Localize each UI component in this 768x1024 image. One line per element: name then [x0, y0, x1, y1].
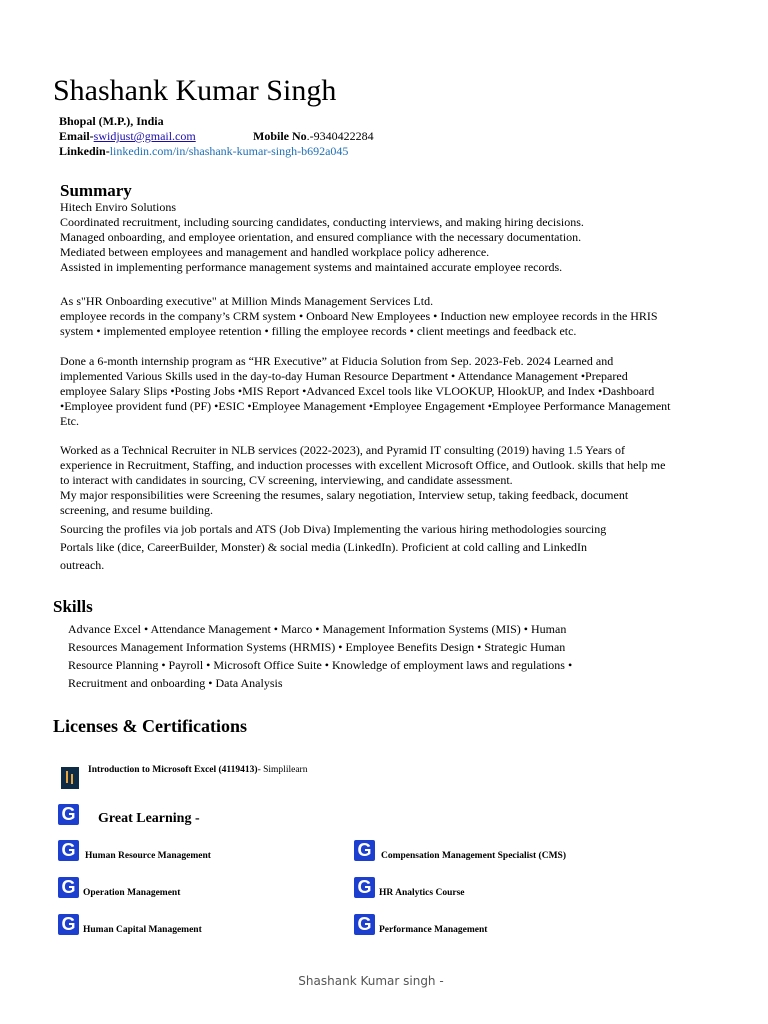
- cert-title: HR Analytics Course: [379, 888, 465, 898]
- cert-title: Operation Management: [83, 888, 181, 898]
- cert-title: Human Capital Management: [83, 925, 202, 935]
- summary-line: outreach.: [60, 558, 105, 572]
- candidate-name: Shashank Kumar Singh: [53, 74, 337, 107]
- cert-title: Human Resource Management: [85, 851, 211, 861]
- summary-block-million-minds: [60, 294, 710, 339]
- summary-line: screening, and resume building.: [60, 503, 213, 517]
- great-learning-icon: G: [58, 840, 79, 861]
- great-learning-label: Great Learning -: [98, 811, 200, 826]
- skills-list: [68, 620, 648, 692]
- summary-line: Etc.: [60, 414, 79, 428]
- skills-line: Resource Planning • Payroll • Microsoft Office Suite • Knowledge of employment laws and regulations •: [68, 658, 573, 672]
- email-line: [59, 129, 196, 144]
- summary-line: Assisted in implementing performance management systems and maintained accurate employee records.: [60, 260, 563, 274]
- summary-line: to interact with candidates in sourcing, CV screening, interviewing, and candidate assessment.: [60, 473, 513, 487]
- summary-line: Worked as a Technical Recruiter in NLB services (2022-2023), and Pyramid IT consulting (2019) having 1.5 Years of: [60, 443, 625, 457]
- summary-line: experience in Recruitment, Staffing, and induction processes with excellent Microsoft Office, and Outlook. skills that help me: [60, 458, 666, 472]
- summary-line: Hitech Enviro Solutions: [60, 200, 176, 214]
- great-learning-icon: G: [58, 914, 79, 935]
- summary-line: •Employee provident fund (PF) •ESIC •Employee Management •Employee Engagement •Employee Performance Management: [60, 399, 671, 413]
- summary-line: Done a 6-month internship program as “HR Executive” at Fiducia Solution from Sep. 2023-Feb. 2024 Learned and: [60, 354, 614, 368]
- cert-item: [354, 914, 487, 935]
- summary-line: system • implemented employee retention • filling the employee records • client meetings and feedback etc.: [60, 324, 577, 338]
- skills-heading: Skills: [53, 597, 93, 616]
- page-footer: Shashank Kumar singh -: [298, 974, 444, 988]
- skills-line: Advance Excel • Attendance Management • Marco • Management Information Systems (MIS) • Human: [68, 622, 567, 636]
- summary-block-recruiter: [60, 443, 710, 518]
- great-learning-icon: G: [354, 877, 375, 898]
- location: Bhopal (M.P.), India: [59, 114, 164, 128]
- email-link[interactable]: swidjust@gmail.com: [93, 129, 196, 143]
- summary-block-hitech: [60, 200, 710, 275]
- great-learning-icon: G: [354, 840, 375, 861]
- great-learning-icon: G: [58, 877, 79, 898]
- great-learning-icon: G: [354, 914, 375, 935]
- location-line: [59, 114, 164, 129]
- summary-line: As s"HR Onboarding executive" at Million Minds Management Services Ltd.: [60, 294, 434, 308]
- cert-excel-title: Introduction to Microsoft Excel (4119413): [88, 765, 258, 775]
- summary-block-fiducia: [60, 354, 710, 429]
- summary-heading: Summary: [60, 181, 132, 200]
- linkedin-label: Linkedin-: [59, 144, 110, 158]
- summary-line: Portals like (dice, CareerBuilder, Monster) & social media (LinkedIn). Proficient at cold calling and LinkedIn: [60, 540, 588, 554]
- summary-line: Sourcing the profiles via job portals and ATS (Job Diva) Implementing the various hiring methodologies sourcing: [60, 522, 607, 536]
- email-label: Email-: [59, 129, 94, 143]
- mobile-number: .-9340422284: [306, 129, 374, 143]
- cert-item: [58, 877, 180, 898]
- linkedin-line: [59, 144, 348, 159]
- cert-title: Performance Management: [379, 925, 488, 935]
- summary-line: Managed onboarding, and employee orientation, and ensured compliance with the necessary documentation.: [60, 230, 582, 244]
- cert-excel: [88, 765, 307, 775]
- linkedin-link[interactable]: linkedin.com/in/shashank-kumar-singh-b692a045: [109, 144, 349, 158]
- cert-excel-provider: - Simplilearn: [257, 765, 308, 775]
- simplilearn-excel-icon: [61, 767, 79, 789]
- cert-title: Compensation Management Specialist (CMS): [381, 851, 566, 861]
- skills-line: Resources Management Information Systems (HRMIS) • Employee Benefits Design • Strategic Human: [68, 640, 566, 654]
- skills-line: Recruitment and onboarding • Data Analysis: [68, 676, 283, 690]
- cert-item: [354, 840, 566, 861]
- summary-block-sourcing: [60, 520, 710, 574]
- summary-line: Mediated between employees and management and handled workplace policy adherence.: [60, 245, 490, 259]
- cert-item: [58, 840, 211, 861]
- summary-line: My major responsibilities were Screening the resumes, salary negotiation, Interview setup, taking feedback, document: [60, 488, 629, 502]
- summary-line: Coordinated recruitment, including sourcing candidates, conducting interviews, and making hiring decisions.: [60, 215, 584, 229]
- cert-item: [354, 877, 465, 898]
- summary-line: employee records in the company’s CRM system • Onboard New Employees • Induction new employee records in the HRIS: [60, 309, 658, 323]
- cert-item: [58, 914, 202, 935]
- certifications-heading: Licenses & Certifications: [53, 716, 247, 736]
- great-learning-icon: G: [58, 804, 79, 825]
- summary-line: implemented Various Skills used in the day-to-day Human Resource Department • Attendance Management •Prepared: [60, 369, 628, 383]
- mobile-line: [253, 129, 374, 144]
- mobile-label: Mobile No: [253, 129, 307, 143]
- summary-line: employee Salary Slips •Posting Jobs •MIS Report •Advanced Excel tools like VLOOKUP, HlookUP, and Index •Dashboard: [60, 384, 655, 398]
